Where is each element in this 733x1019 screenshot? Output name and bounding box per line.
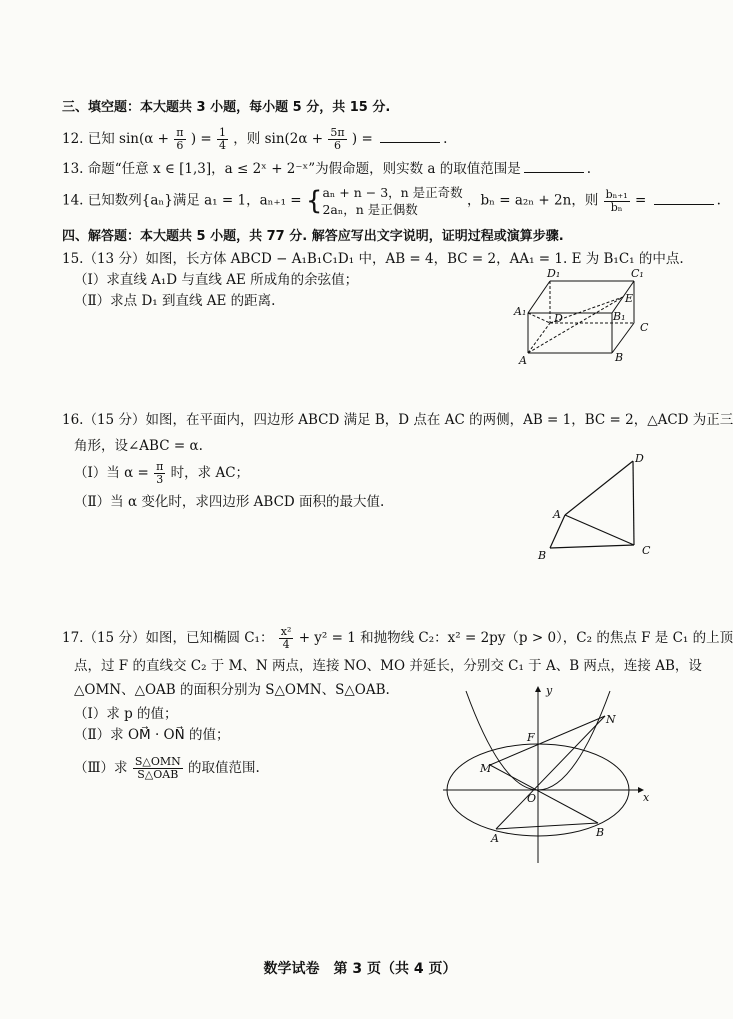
- q14-fraction: $\frac{\text{bₙ₊₁}}{\text{bₙ}}$: [605, 187, 628, 214]
- q16-part-2: （Ⅱ）当 α 变化时，求四边形 ABCD 面积的最大值.: [74, 494, 385, 510]
- q17-area-ratio: $\frac{\text{S△OMN}}{\text{S△OAB}}$: [134, 755, 181, 781]
- q17-label-a: A: [491, 832, 499, 845]
- q13-text: 13. 命题“任意 x ∈ [1,3]，a ≤ 2ˣ + 2⁻ˣ”为假命题，则实数 a 的取值范围是: [62, 161, 521, 177]
- q12-fraction-3: $\frac{5\pi}{6}$: [330, 126, 345, 152]
- q12-answer-blank: [380, 130, 440, 143]
- question-12: 12. 已知 sin(α + $\frac{\pi}{6}$ ) = $\frac{1}{4}$ ，则 sin(2α + $\frac{5\pi}{6}$ ) = .: [62, 126, 448, 152]
- q15-cuboid-diagram: [512, 268, 662, 368]
- q17-label-x: x: [643, 791, 650, 804]
- question-13: 13. 命题“任意 x ∈ [1,3]，a ≤ 2ˣ + 2⁻ˣ”为假命题，则实数 a 的取值范围是 .: [62, 161, 592, 177]
- page-footer: 数学试卷 第 3 页（共 4 页）: [263, 961, 457, 977]
- q15-label-b1: B₁: [613, 310, 626, 323]
- q15-label-a1: A₁: [514, 305, 527, 318]
- q17-label-b: B: [596, 826, 605, 839]
- q17-label-f: F: [527, 731, 535, 744]
- q16-part-1: （Ⅰ）当 α = $\frac{\pi}{3}$ 时，求 AC；: [74, 460, 250, 486]
- q15-stem: 15.（13 分）如图，长方体 ABCD − A₁B₁C₁D₁ 中，AB = 4，BC = 2，AA₁ = 1. E 为 B₁C₁ 的中点.: [62, 251, 684, 267]
- q13-answer-blank: [524, 160, 584, 173]
- q17-label-y: y: [546, 684, 553, 697]
- q14-mid: ，bₙ = a₂ₙ + 2n，则: [466, 192, 599, 209]
- q15-part-2: （Ⅱ）求点 D₁ 到直线 AE 的距离.: [74, 293, 276, 309]
- q16-label-c: C: [642, 544, 651, 557]
- q17-ellipse-fraction: $\frac{\text{x²}}{4}$: [280, 625, 292, 651]
- q12-fraction-2: $\frac{1}{4}$: [218, 126, 226, 152]
- question-14: 14. 已知数列{aₙ}满足 a₁ = 1，aₙ₊₁ = { aₙ + n − 3，n 是正奇数 2aₙ，n 是正偶数 ，bₙ = a₂ₙ + 2n，则 $\frac{\text{bₙ₊₁}}{\text{bₙ}}$ = .: [62, 185, 721, 217]
- q17-label-n: N: [606, 713, 616, 726]
- q14-end: =: [634, 192, 647, 209]
- q17-label-o: O: [527, 792, 537, 805]
- q16-label-a: A: [553, 508, 561, 521]
- q15-label-b: B: [615, 351, 624, 364]
- q17-stem-2: 点，过 F 的直线交 C₂ 于 M、N 两点，连接 NO、MO 并延长，分别交 C₁ 于 A、B 两点，连接 AB，设: [74, 658, 702, 674]
- q14-brace: {: [305, 186, 323, 216]
- q15-part-1: （Ⅰ）求直线 A₁D 与直线 AE 所成角的余弦值；: [74, 272, 359, 288]
- q17-ellipse-parabola-diagram: [438, 683, 658, 873]
- section-4-heading: 四、解答题：本大题共 5 小题，共 77 分. 解答应写出文字说明，证明过程或演算步骤.: [62, 229, 564, 244]
- q17-stem-3: △OMN、△OAB 的面积分别为 S△OMN、S△OAB.: [74, 682, 390, 698]
- section-3-heading: 三、填空题：本大题共 3 小题，每小题 5 分，共 15 分.: [62, 100, 391, 115]
- q17-part-3: （Ⅲ）求 $\frac{\text{S△OMN}}{\text{S△OAB}}$ 的取值范围.: [74, 755, 260, 781]
- q16-stem-2: 角形，设∠ABC = α.: [74, 438, 203, 454]
- q12-mid: ，则 sin(2α +: [233, 131, 324, 147]
- q14-cases: aₙ + n − 3，n 是正奇数 2aₙ，n 是正偶数: [322, 185, 463, 217]
- q16-stem-1: 16.（15 分）如图，在平面内，四边形 ABCD 满足 B，D 点在 AC 的两侧，AB = 1，BC = 2，△ACD 为正三: [62, 412, 733, 428]
- q12-label: 12. 已知 sin(α +: [62, 131, 169, 147]
- q16-label-b: B: [538, 549, 547, 562]
- q12-end: ) =: [351, 131, 373, 147]
- q17-stem-1: 17.（15 分）如图，已知椭圆 C₁： $\frac{\text{x²}}{4}$ + y² = 1 和抛物线 C₂：x² = 2py（p > 0），C₂ 的焦点 F 是 C₁ 的上顶: [62, 625, 733, 651]
- q16-label-d: D: [635, 452, 644, 465]
- q12-fraction-1: $\frac{\pi}{6}$: [176, 126, 184, 152]
- q16-quadrilateral-diagram: [535, 453, 665, 563]
- q12-equals: ) =: [190, 131, 212, 147]
- q14-label: 14. 已知数列{aₙ}满足 a₁ = 1，aₙ₊₁ =: [62, 192, 302, 209]
- q14-answer-blank: [654, 192, 714, 205]
- q15-label-e: E: [625, 292, 634, 305]
- q15-label-a: A: [519, 354, 527, 367]
- q15-label-c1: C₁: [631, 267, 644, 280]
- q15-label-d1: D₁: [547, 267, 561, 280]
- q17-label-m: M: [480, 762, 492, 775]
- q16-fraction: $\frac{\pi}{3}$: [156, 460, 164, 486]
- q17-part-2: （Ⅱ）求 OM⃗ · ON⃗ 的值；: [74, 727, 230, 743]
- q15-label-c: C: [640, 321, 649, 334]
- q17-part-1: （Ⅰ）求 p 的值；: [74, 706, 178, 722]
- q15-label-d: D: [554, 312, 563, 325]
